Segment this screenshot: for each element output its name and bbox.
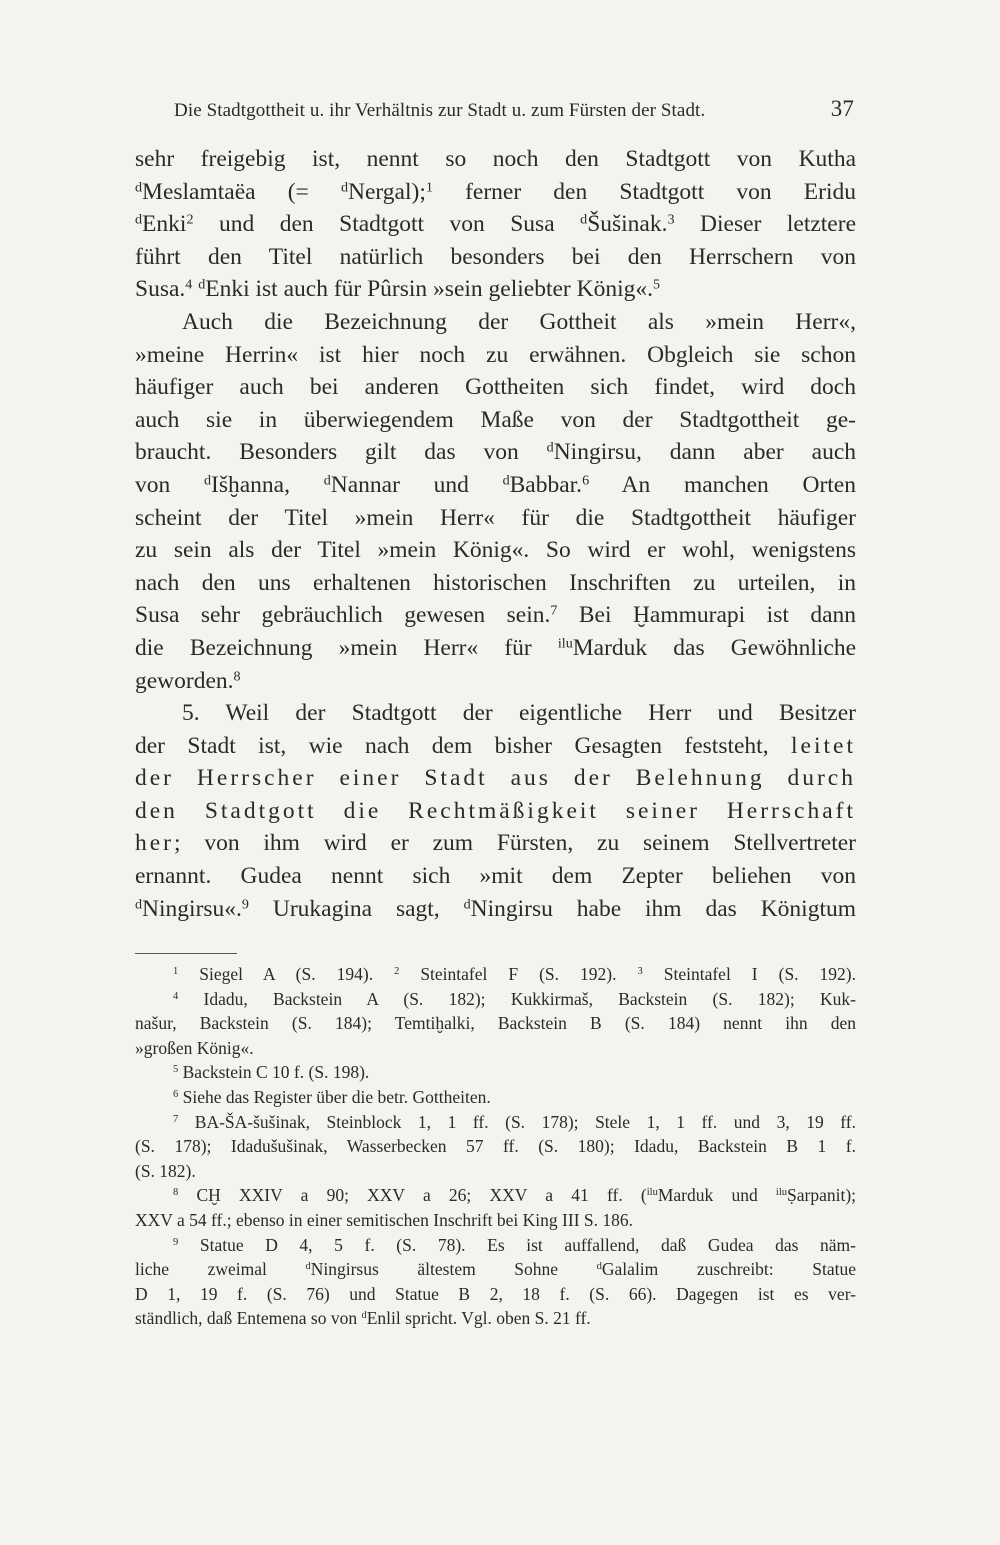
text-run: (S. 182). <box>135 1160 196 1181</box>
text-run: Enki ist auch für Pûrsin »sein geliebter König«. <box>205 276 653 303</box>
footnote-line <box>135 1306 856 1331</box>
superscript: d <box>198 276 206 293</box>
superscript: d <box>135 211 143 228</box>
text-run: Išḫanna, <box>211 471 324 498</box>
superscript: ilu <box>646 1187 658 1199</box>
superscript: 6 <box>173 1089 179 1101</box>
superscript: 1 <box>173 966 179 978</box>
text-line <box>135 143 856 176</box>
text-line <box>135 404 856 437</box>
text-line <box>135 208 856 241</box>
text-run: BA-ŠA-šušinak, Steinblock 1, 1 ff. (S. 178); Stele 1, 1 ff. und 3, 19 ff. <box>178 1111 856 1132</box>
superscript: d <box>596 1261 602 1273</box>
text-run: Siehe das Register über die betr. Gottheiten. <box>178 1086 491 1107</box>
text-run: Bei Ḫammurapi ist dann <box>557 602 857 629</box>
footnote-line <box>135 1233 856 1258</box>
text-run: sehr freigebig ist, nennt so noch den Stadtgott von Kutha <box>135 146 856 172</box>
text-run: Urukagina sagt, <box>248 895 464 922</box>
superscript: 2 <box>394 966 400 978</box>
superscript: d <box>340 178 348 195</box>
text-line <box>135 599 856 632</box>
text-run: Siegel A (S. 194). <box>178 964 395 984</box>
footnote-line <box>135 1036 856 1061</box>
spaced-emphasis: her <box>135 830 175 857</box>
spaced-emphasis: leitet <box>791 732 856 759</box>
text-run: Ṣarpanit); <box>787 1185 857 1206</box>
text-run: ernannt. Gudea nennt sich »mit dem Zepter beliehen von <box>135 863 856 890</box>
text-run: Susa. <box>135 276 186 303</box>
text-run: häufiger auch bei anderen Gottheiten sich findet, wird doch <box>135 374 856 401</box>
text-line <box>135 730 856 763</box>
text-run: Enlil spricht. Vgl. oben S. 21 ff. <box>366 1308 591 1329</box>
superscript: d <box>135 178 143 195</box>
text-line <box>135 176 856 209</box>
text-run: »großen König«. <box>135 1037 254 1058</box>
text-run: CḪ XXIV a 90; XXV a 26; XXV a 41 ff. ( <box>178 1185 647 1206</box>
text-run: von <box>135 471 204 498</box>
text-run: Susa sehr gebräuchlich gewesen sein. <box>135 602 551 629</box>
superscript: d <box>502 472 510 489</box>
text-line <box>135 893 856 926</box>
text-line <box>135 762 856 795</box>
text-run: braucht. Besonders gilt das von <box>135 439 547 466</box>
footnote-line <box>135 1134 856 1159</box>
text-run: nach den uns erhaltenen historischen Inschriften zu urteilen, in <box>135 569 856 596</box>
superscript: d <box>361 1310 367 1322</box>
text-line <box>135 697 856 730</box>
superscript: 3 <box>667 211 675 228</box>
text-line <box>135 860 856 893</box>
text-run: Ningirsu habe ihm das Königtum <box>470 895 856 922</box>
text-line <box>135 632 856 665</box>
superscript: 4 <box>173 990 179 1002</box>
superscript: d <box>135 895 143 912</box>
footnote-line <box>135 987 856 1012</box>
text-line <box>135 534 856 567</box>
footnote-line <box>135 1060 856 1085</box>
text-run: Meslamtaëa (= <box>142 178 341 205</box>
superscript: d <box>463 895 471 912</box>
text-run: An manchen Orten <box>589 471 856 498</box>
text-run: Auch die Bezeichnung der Gottheit als »mein Herr«, <box>182 308 856 335</box>
text-run: (S. 178); Idadušušinak, Wasserbecken 57 ff. (S. 180); Idadu, Backstein B 1 f. <box>135 1136 856 1157</box>
text-run: die Bezeichnung »mein Herr« für <box>135 634 558 661</box>
text-run: Ningirsu«. <box>142 895 242 922</box>
footnote-line <box>135 1208 856 1233</box>
spaced-emphasis: der Herrscher einer Stadt aus der Belehnung durch <box>135 765 856 792</box>
text-line <box>135 469 856 502</box>
footnote-line <box>135 1183 856 1208</box>
superscript: 8 <box>233 667 241 684</box>
page-number: 37 <box>830 96 854 121</box>
superscript: d <box>546 439 554 456</box>
text-run: der Stadt ist, wie nach dem bisher Gesagten feststeht, <box>135 732 792 759</box>
superscript: 7 <box>550 602 558 619</box>
superscript: d <box>323 472 331 489</box>
superscript: ilu <box>557 635 573 652</box>
text-run: Babbar. <box>509 471 583 498</box>
text-run: Backstein C 10 f. (S. 198). <box>178 1062 370 1083</box>
text-run: »meine Herrin« ist hier noch zu erwähnen. Obgleich sie schon <box>135 341 856 368</box>
superscript: 1 <box>425 178 433 195</box>
text-line <box>135 665 856 698</box>
text-run: Marduk das Gewöhnliche <box>572 634 856 661</box>
footnote-line <box>135 1282 856 1307</box>
text-run: ferner den Stadtgott von Eridu <box>432 178 856 205</box>
footnote-separator <box>135 953 237 954</box>
superscript: 9 <box>173 1236 179 1248</box>
text-line <box>135 273 856 306</box>
superscript: 3 <box>637 966 643 978</box>
text-run: auch sie in überwiegendem Maße von der Stadtgottheit ge- <box>135 406 856 433</box>
footnote-line <box>135 962 856 987</box>
text-line <box>135 436 856 469</box>
footnotes <box>135 962 856 1331</box>
running-title: Die Stadtgottheit u. ihr Verhältnis zur Stadt u. zum Fürsten der Stadt. <box>174 100 706 121</box>
footnote-line <box>135 1159 856 1184</box>
text-line <box>135 371 856 404</box>
main-text <box>135 143 856 925</box>
text-line <box>135 795 856 828</box>
superscript: d <box>305 1261 311 1273</box>
text-run: Nergal); <box>348 178 426 205</box>
text-run: D 1, 19 f. (S. 76) und Statue B 2, 18 f. (S. 66). Dagegen ist es ver- <box>135 1283 856 1304</box>
spaced-emphasis: den Stadtgott die Rechtmäßigkeit seiner Herrschaft <box>135 797 856 824</box>
superscript: 4 <box>185 276 193 293</box>
footnote-line <box>135 1011 856 1036</box>
text-run: 5. Weil der Stadtgott der eigentliche Herr und Besitzer <box>182 700 856 727</box>
text-run: Šušinak. <box>587 211 668 238</box>
text-run: Steintafel I (S. 192). <box>642 964 857 984</box>
superscript: 9 <box>241 895 249 912</box>
text-line <box>135 567 856 600</box>
superscript: ilu <box>775 1187 787 1199</box>
text-run: ; von ihm wird er zum Fürsten, zu seinem Stellvertreter <box>174 830 856 857</box>
text-run: Steintafel F (S. 192). <box>399 964 638 984</box>
superscript: 5 <box>173 1064 179 1076</box>
running-header <box>174 96 854 122</box>
text-run: Nannar und <box>330 471 503 498</box>
text-line <box>135 827 856 860</box>
text-line <box>135 306 856 339</box>
superscript: 7 <box>173 1113 179 1125</box>
text-run: führt den Titel natürlich besonders bei den Herrschern von <box>135 243 856 270</box>
text-line <box>135 241 856 274</box>
superscript: 5 <box>652 276 661 293</box>
text-line <box>135 502 856 535</box>
text-run: zu sein als der Titel »mein König«. So wird er wohl, wenigstens <box>135 537 856 564</box>
text-run: Ningirsu, dann aber auch <box>553 439 857 466</box>
text-line <box>135 339 856 372</box>
text-run: Enki <box>142 211 187 238</box>
superscript: 2 <box>186 211 194 228</box>
superscript: d <box>203 472 212 489</box>
text-run: Idadu, Backstein A (S. 182); Kukkirmaš, Backstein (S. 182); Kuk- <box>178 988 856 1009</box>
text-run: liche zweimal <box>135 1259 306 1280</box>
footnote-line <box>135 1085 856 1110</box>
text-run: geworden. <box>135 667 234 694</box>
footnote-line <box>135 1257 856 1282</box>
text-run: ständlich, daß Entemena so von <box>135 1308 362 1329</box>
footnote-line <box>135 1110 856 1135</box>
text-run: Dieser letztere <box>674 211 856 238</box>
text-run: und den Stadtgott von Susa <box>193 211 581 238</box>
text-run: Statue D 4, 5 f. (S. 78). Es ist auffallend, daß Gudea das näm- <box>178 1234 856 1255</box>
text-run: XXV a 54 ff.; ebenso in einer semitischen Inschrift bei King III S. 186. <box>135 1209 633 1230</box>
superscript: d <box>580 211 588 228</box>
text-run: scheint der Titel »mein Herr« für die Stadtgottheit häufiger <box>135 504 856 531</box>
text-run: Marduk und <box>657 1185 776 1206</box>
superscript: 6 <box>582 472 590 489</box>
text-run: našur, Backstein (S. 184); Temtiḫalki, Backstein B (S. 184) nennt ihn den <box>135 1013 856 1034</box>
text-run: Ningirsus ältestem Sohne <box>310 1259 597 1280</box>
text-run: Galalim zuschreibt: Statue <box>601 1259 856 1280</box>
superscript: 8 <box>173 1187 179 1199</box>
